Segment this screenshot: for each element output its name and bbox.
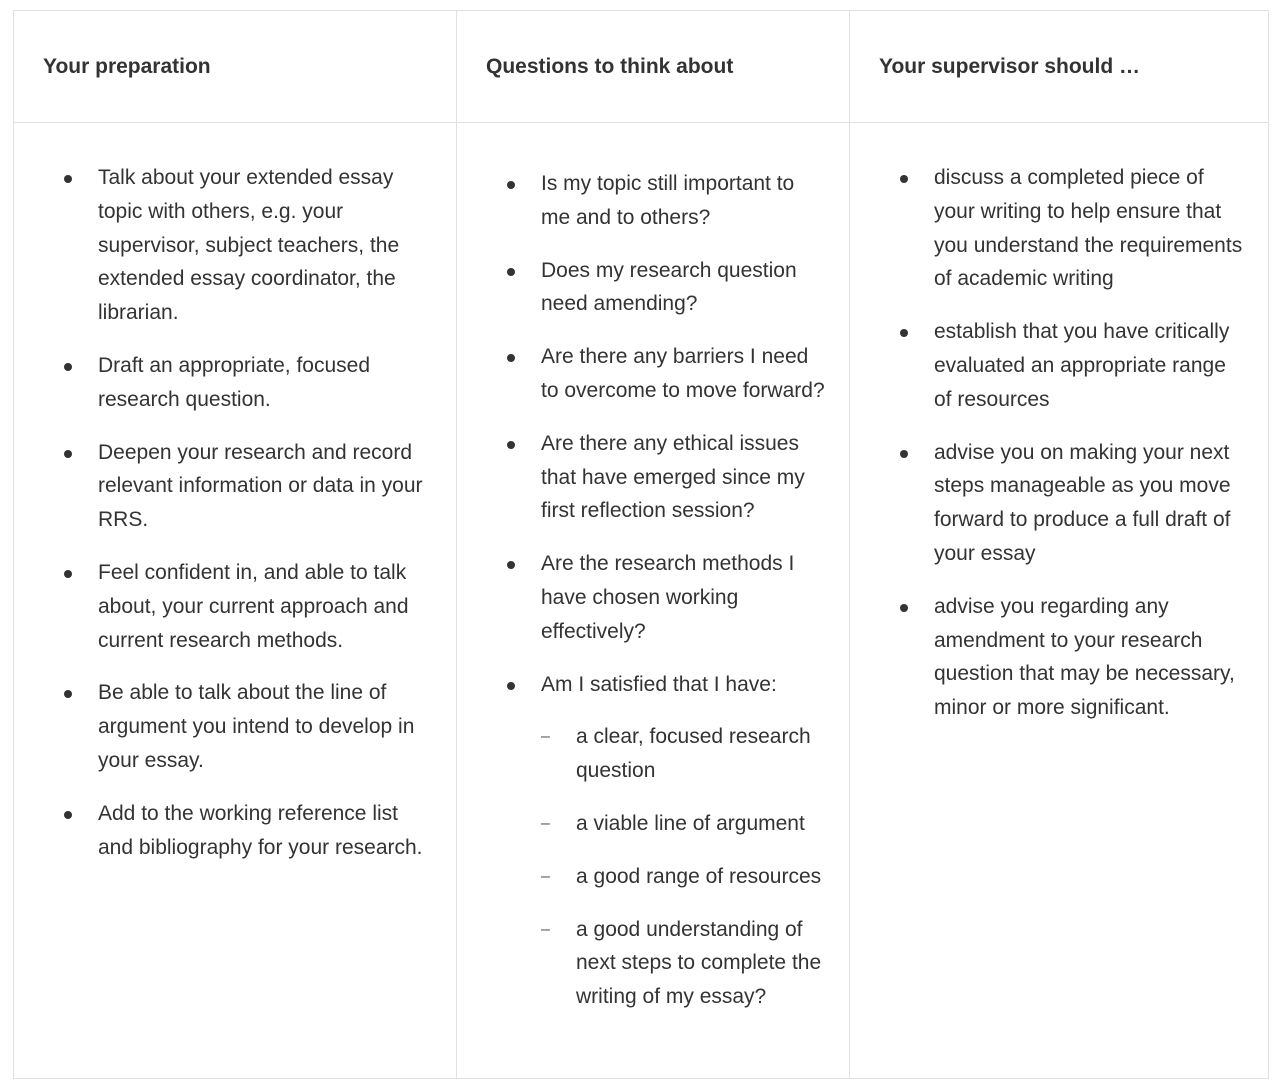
list-item: Deepen your research and record relevant information or data in your RRS. <box>98 436 436 537</box>
bullet-icon <box>507 561 515 569</box>
dash-icon: – <box>541 814 550 832</box>
bullet-icon <box>900 604 908 612</box>
list-item: Are there any ethical issues that have emerged since my first reflection session? <box>541 427 829 528</box>
questions-list <box>457 123 849 1014</box>
bullet-icon <box>900 329 908 337</box>
header-row <box>14 11 1269 123</box>
list-item: Talk about your extended essay topic with others, e.g. your supervisor, subject teachers, the extended essay coordinator, the librarian. <box>98 161 436 330</box>
header-questions: Questions to think about <box>457 11 850 123</box>
bullet-icon <box>64 811 72 819</box>
sublist-item: – a clear, focused research question <box>576 720 829 788</box>
reflection-table <box>13 10 1269 1079</box>
bullet-icon <box>507 181 515 189</box>
sublist-item: – a good range of resources <box>576 860 829 894</box>
sublist-item: – a viable line of argument <box>576 807 829 841</box>
list-item: Feel confident in, and able to talk about, your current approach and current research methods. <box>98 556 436 657</box>
bullet-icon <box>64 690 72 698</box>
header-your-preparation: Your preparation <box>14 11 457 123</box>
list-item: Are the research methods I have chosen working effectively? <box>541 547 829 648</box>
bullet-icon <box>900 175 908 183</box>
supervisor-cell <box>850 123 1269 1079</box>
satisfied-sublist <box>541 720 829 1014</box>
list-item: Be able to talk about the line of argument you intend to develop in your essay. <box>98 676 436 777</box>
supervisor-list <box>850 123 1268 725</box>
bullet-icon <box>64 570 72 578</box>
bullet-icon <box>507 441 515 449</box>
header-supervisor-should: Your supervisor should … <box>850 11 1269 123</box>
bullet-icon <box>64 363 72 371</box>
dash-icon: – <box>541 728 550 746</box>
list-item: advise you on making your next steps manageable as you move forward to produce a full draft of your essay <box>934 436 1248 571</box>
sublist-item: – a good understanding of next steps to complete the writing of my essay? <box>576 913 829 1014</box>
bullet-icon <box>900 450 908 458</box>
list-item: Draft an appropriate, focused research question. <box>98 349 436 417</box>
bullet-icon <box>64 450 72 458</box>
bullet-icon <box>64 175 72 183</box>
list-item: Are there any barriers I need to overcome to move forward? <box>541 340 829 408</box>
bullet-icon <box>507 682 515 690</box>
dash-icon: – <box>541 867 550 885</box>
list-item: Am I satisfied that I have: – a clear, focused research question – a viable line of argument – a good range of resources – a good understanding of next steps to complete the writing of my essay? <box>541 668 829 1014</box>
bullet-icon <box>507 354 515 362</box>
questions-cell <box>457 123 850 1079</box>
bullet-icon <box>507 268 515 276</box>
content-row <box>14 123 1269 1079</box>
list-item: Is my topic still important to me and to others? <box>541 167 829 235</box>
list-item: Does my research question need amending? <box>541 254 829 322</box>
preparation-cell <box>14 123 457 1079</box>
preparation-list <box>14 123 456 864</box>
dash-icon: – <box>541 920 550 938</box>
list-item: discuss a completed piece of your writing to help ensure that you understand the requirements of academic writing <box>934 161 1248 296</box>
list-item: advise you regarding any amendment to your research question that may be necessary, minor or more significant. <box>934 590 1248 725</box>
list-item: Add to the working reference list and bibliography for your research. <box>98 797 436 865</box>
list-item: establish that you have critically evaluated an appropriate range of resources <box>934 315 1248 416</box>
